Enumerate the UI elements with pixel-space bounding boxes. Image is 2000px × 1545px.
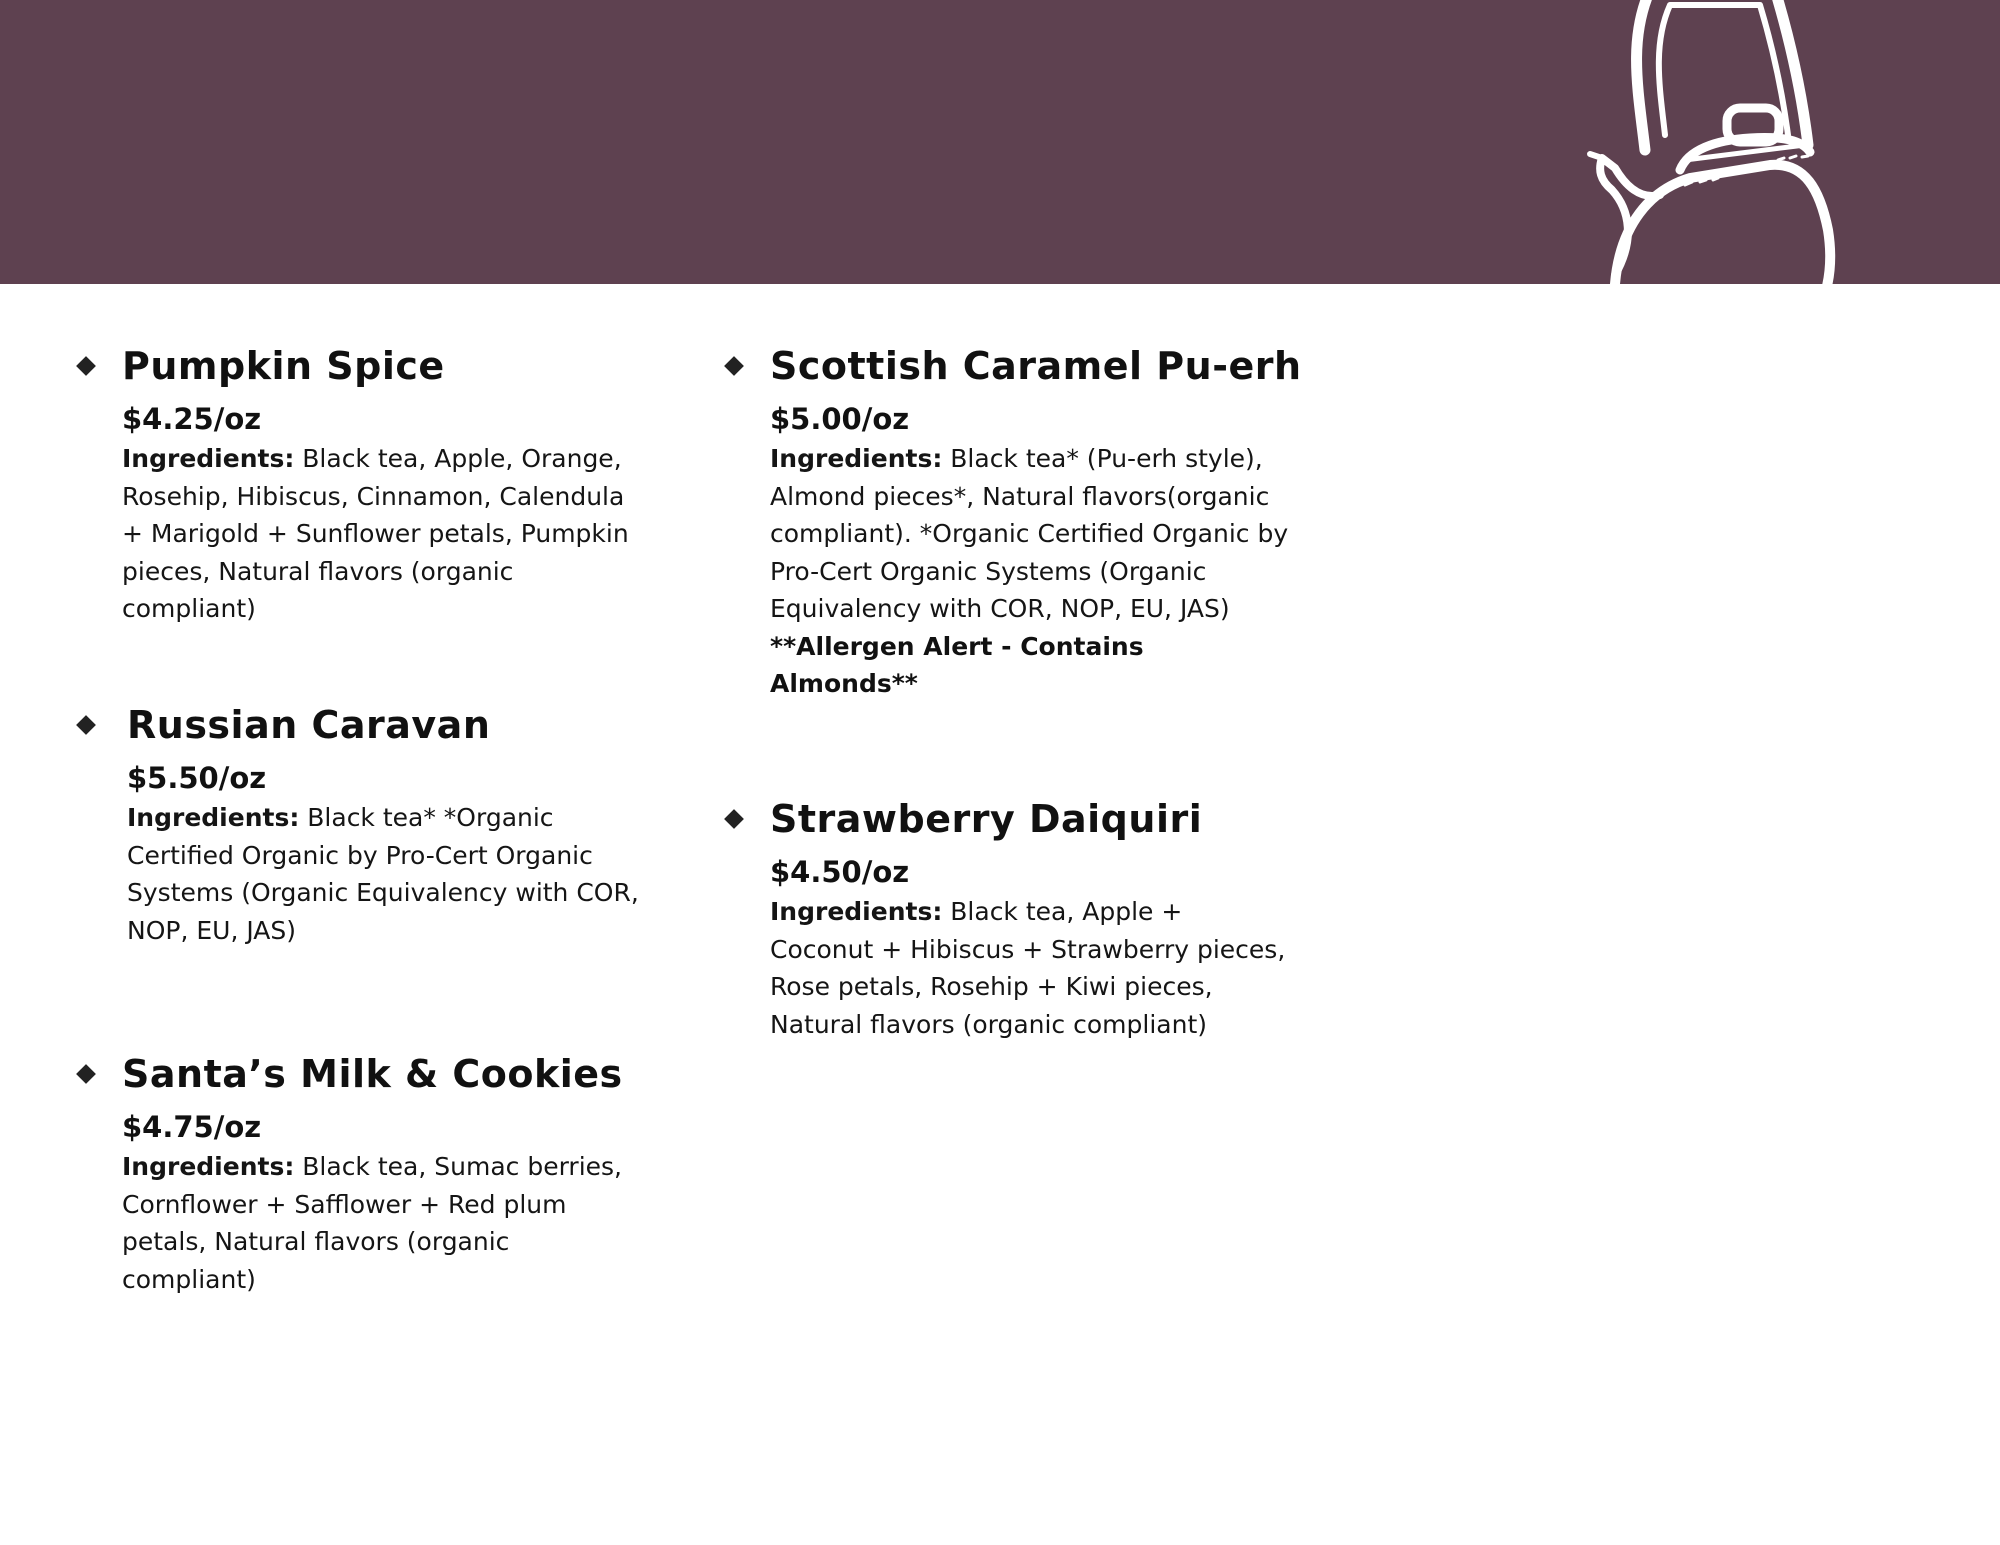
- tea-ingredients: [122, 1148, 642, 1298]
- ingredients-label: Ingredients:: [770, 897, 943, 926]
- tea-name: Scottish Caramel Pu-erh: [770, 344, 1302, 388]
- tea-item: [770, 340, 1302, 703]
- diamond-bullet-icon: [76, 356, 96, 376]
- tea-ingredients: [770, 893, 1290, 1043]
- diamond-bullet-icon: [724, 809, 744, 829]
- allergen-alert: **Allergen Alert - Contains Almonds**: [770, 631, 1144, 698]
- tea-name: Strawberry Daiquiri: [770, 797, 1203, 841]
- tea-price: $5.00/oz: [770, 402, 910, 436]
- ingredients-label: Ingredients:: [770, 444, 943, 473]
- tea-name: Pumpkin Spice: [122, 344, 445, 388]
- tea-item: [122, 1048, 642, 1298]
- tea-name: Santa’s Milk & Cookies: [122, 1052, 623, 1096]
- ingredients-label: Ingredients:: [122, 1152, 295, 1181]
- ingredients-text: Black tea, Apple + Coconut + Hibiscus + Strawberry pieces, Rose petals, Rosehip + Kiwi pieces, Natural flavors (organic compliant): [770, 897, 1286, 1039]
- ingredients-text: Black tea* *Organic Certified Organic by Pro-Cert Organic Systems (Organic Equivalency with COR, NOP, EU, JAS): [127, 803, 639, 945]
- tea-price: $4.50/oz: [770, 855, 910, 889]
- diamond-bullet-icon: [724, 356, 744, 376]
- tea-ingredients: [122, 440, 642, 628]
- tea-ingredients: [770, 440, 1290, 628]
- tea-item: [127, 699, 647, 949]
- ingredients-text: Black tea, Sumac berries, Cornflower + Safflower + Red plum petals, Natural flavors (organic compliant): [122, 1152, 623, 1294]
- tea-item: [122, 340, 642, 628]
- tea-price: $4.25/oz: [122, 402, 262, 436]
- teapot-icon: [1520, 0, 2000, 284]
- ingredients-label: Ingredients:: [127, 803, 300, 832]
- tea-price: $4.75/oz: [122, 1110, 262, 1144]
- header-banner: [0, 0, 2000, 284]
- tea-name: Russian Caravan: [127, 703, 491, 747]
- ingredients-text: Black tea, Apple, Orange, Rosehip, Hibiscus, Cinnamon, Calendula + Marigold + Sunflower petals, Pumpkin pieces, Natural flavors (organic compliant): [122, 444, 629, 623]
- ingredients-label: Ingredients:: [122, 444, 295, 473]
- ingredients-text: Black tea* (Pu-erh style), Almond pieces*, Natural flavors(organic compliant). *Organic Certified Organic by Pro-Cert Organic Systems (Organic Equivalency with COR, NOP, EU, JAS): [770, 444, 1289, 623]
- tea-item: [770, 793, 1290, 1043]
- tea-ingredients: [127, 799, 647, 949]
- diamond-bullet-icon: [76, 1064, 96, 1084]
- tea-price: $5.50/oz: [127, 761, 267, 795]
- diamond-bullet-icon: [76, 715, 96, 735]
